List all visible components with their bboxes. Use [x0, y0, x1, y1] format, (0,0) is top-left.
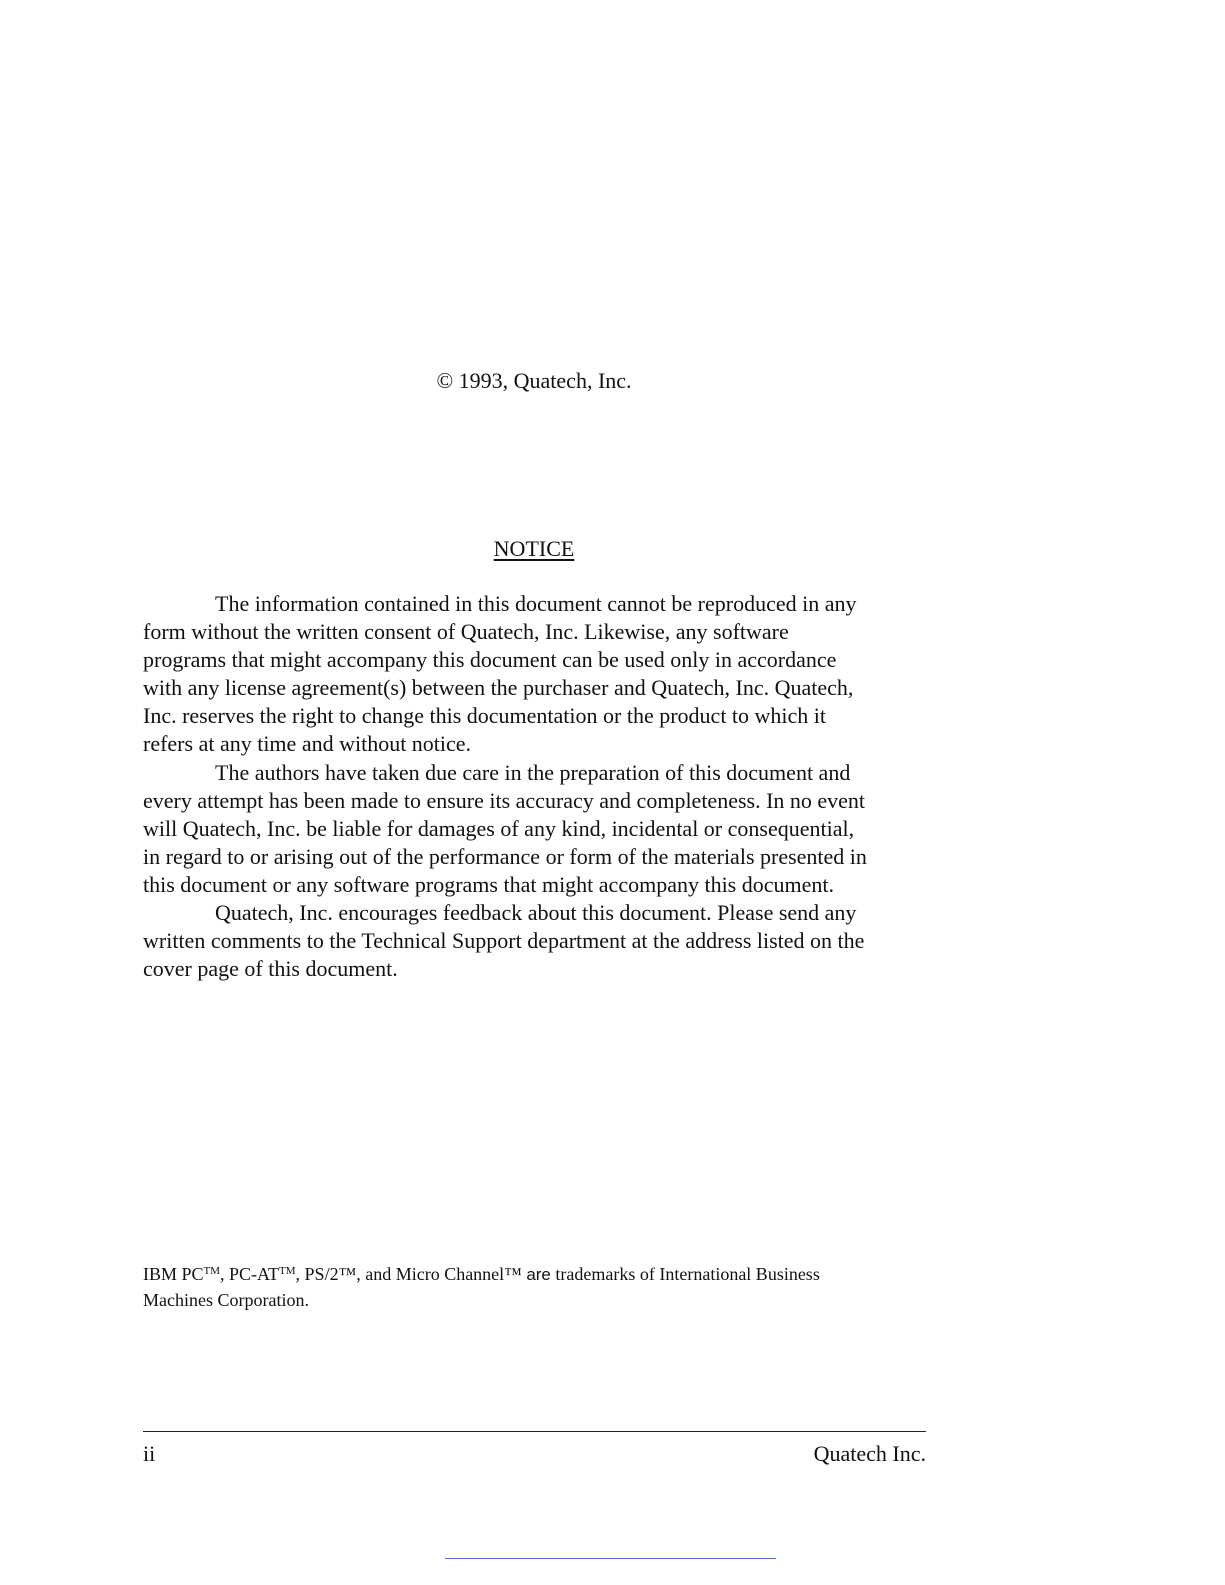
- text-line: every attempt has been made to ensure its accuracy and completeness. In no event: [143, 787, 866, 813]
- trademark-line-2: Machines Corporation.: [143, 1289, 309, 1310]
- footer-divider: [143, 1431, 926, 1432]
- trademark-notice: [143, 1262, 943, 1312]
- bottom-edge-line: [445, 1558, 776, 1559]
- text-line: this document or any software programs that might accompany this document.: [143, 871, 835, 897]
- trademark-symbol: TM: [203, 1265, 221, 1277]
- copyright-notice: © 1993, Quatech, Inc.: [436, 368, 632, 393]
- text-line: in regard to or arising out of the performance or form of the materials presented in: [143, 843, 867, 869]
- text-line: form without the written consent of Quatech, Inc. Likewise, any software: [143, 619, 789, 645]
- text-line: Quatech, Inc. encourages feedback about this document. Please send any: [215, 900, 857, 926]
- trademark-line-1: [143, 1262, 943, 1288]
- notice-paragraph-3: [143, 899, 943, 983]
- trademark-are: are: [526, 1265, 551, 1284]
- text-line: The authors have taken due care in the preparation of this document and: [215, 759, 851, 785]
- footer-page-number: ii: [143, 1441, 156, 1466]
- text-line: programs that might accompany this document can be used only in accordance: [143, 647, 837, 673]
- text-line: cover page of this document.: [143, 956, 398, 982]
- trademark-text: trademarks of International Business: [550, 1264, 820, 1284]
- text-line: written comments to the Technical Support department at the address listed on the: [143, 928, 865, 954]
- trademark-symbol: TM: [279, 1265, 296, 1277]
- trademark-text: , PS/2™, and Micro Channel™: [295, 1264, 527, 1284]
- text-line: with any license agreement(s) between the purchaser and Quatech, Inc. Quatech,: [143, 675, 854, 701]
- notice-paragraph-1: [143, 590, 943, 759]
- text-line: refers at any time and without notice.: [143, 731, 472, 757]
- trademark-ibm-pc: IBM PC: [143, 1264, 204, 1284]
- notice-paragraph-2: [143, 759, 943, 899]
- notice-body: [143, 590, 943, 983]
- text-line: will Quatech, Inc. be liable for damages of any kind, incidental or consequential,: [143, 815, 855, 841]
- trademark-separator: ,: [220, 1264, 230, 1284]
- notice-heading: NOTICE: [493, 536, 575, 561]
- text-line: The information contained in this document cannot be reproduced in any: [215, 591, 857, 616]
- footer-company-name: Quatech Inc.: [813, 1441, 926, 1466]
- text-line: Inc. reserves the right to change this documentation or the product to which it: [143, 703, 827, 729]
- trademark-pc-at: PC-AT: [229, 1264, 280, 1284]
